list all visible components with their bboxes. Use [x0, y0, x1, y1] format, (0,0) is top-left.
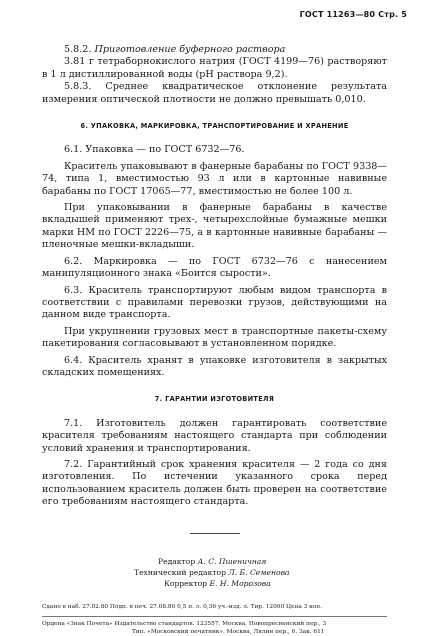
paragraph-6-2: 6.2. Маркировка — по ГОСТ 6732—76 с нанесением манипуляционного знака «Боится сырости».: [42, 255, 387, 280]
imprint-block: [42, 603, 387, 636]
credit-label: Технический редактор: [134, 567, 226, 577]
divider-rule: [190, 533, 240, 534]
section-7-heading: 7. ГАРАНТИИ ИЗГОТОВИТЕЛЯ: [154, 395, 275, 404]
credit-editor: [158, 556, 387, 567]
paragraph-5-8-3: 5.8.3. Среднее квадратическое отклонение результата измерения оптической плотности не должно превышать 0,010.: [42, 81, 387, 105]
paragraph-7-2: 7.2. Гарантийный срок хранения красителя — 2 года со дня изготовления. По истечении указанного срока перед использованием краситель должен быть проверен на соответствие его требованиям настоящего стандарта.: [42, 458, 387, 508]
paragraph-6-1-liners: При упаковывании в фанерные барабаны в качестве вкладышей применяют трех-, четырехслойные бумажные мешки марки НМ по ГОСТ 2226—75, а в картонные навивные барабаны — пленочные мешки-вкладыши.: [42, 202, 387, 251]
imprint-line-publisher: Ордена «Знак Почета» Издательство стандартов. 123557, Москва, Новопресненский пер., 3: [42, 620, 327, 627]
credits-block: [134, 556, 387, 590]
credit-label: Редактор: [158, 556, 196, 566]
credit-corrector: [164, 578, 387, 589]
paragraph-title: Приготовление буферного раствора: [94, 44, 286, 55]
imprint-divider: [42, 616, 387, 617]
paragraph-6-1-packaging: Краситель упаковывают в фанерные барабаны по ГОСТ 9338—74, типа 1, вместимостью 93 л или в картонные навивные барабаны по ГОСТ 17065—77, вместимостью не более 100 л.: [42, 160, 387, 197]
section-6-heading: 6. УПАКОВКА, МАРКИРОВКА, ТРАНСПОРТИРОВАНИЕ И ХРАНЕНИЕ: [80, 122, 349, 131]
page-header: ГОСТ 11263—80 Стр. 5: [299, 10, 407, 19]
paragraph-6-3-pallets: При укрупнении грузовых мест в транспортные пакеты-схему пакетирования согласовывают в установленном порядке.: [42, 325, 387, 350]
paragraph-5-8-2-title: [42, 44, 387, 56]
paragraph-number: 5.8.2.: [64, 44, 92, 55]
imprint-line-print-data: Сдано в наб. 27.02.80 Подп. в печ. 27.08.80 0,5 п. л. 0,36 уч.-изд. л. Тир. 12000 Цена 3 коп.: [42, 604, 322, 611]
credit-name: Л. Б. Семенова: [228, 567, 290, 577]
credit-name: Е. Н. Морозова: [209, 579, 271, 588]
paragraph-6-3: 6.3. Краситель транспортируют любым видом транспорта в соответствии с правилами перевозки грузов, действующими на данном виде транспорта.: [42, 284, 387, 321]
document-body: [42, 44, 387, 636]
imprint-line-printer: Тип. «Московский печатник». Москва, Лялин пер., 6. Зак. 611: [132, 629, 325, 636]
paragraph-6-4: 6.4. Краситель хранят в упаковке изготовителя в закрытых складских помещениях.: [42, 354, 387, 378]
credit-label: Корректор: [164, 579, 208, 588]
credit-name: А. С. Пшеничная: [197, 556, 267, 566]
credit-tech-editor: [134, 567, 387, 578]
paragraph-5-8-2-body: 3.81 г тетраборнокислого натрия (ГОСТ 4199—76) растворяют в 1 л дистиллированной воды (pH раствора 9,2).: [42, 56, 387, 80]
paragraph-6-1: 6.1. Упаковка — по ГОСТ 6732—76.: [64, 144, 245, 156]
paragraph-7-1: 7.1. Изготовитель должен гарантировать соответствие красителя требованиям настоящего стандарта при соблюдении условий хранения и транспортирования.: [42, 417, 387, 454]
